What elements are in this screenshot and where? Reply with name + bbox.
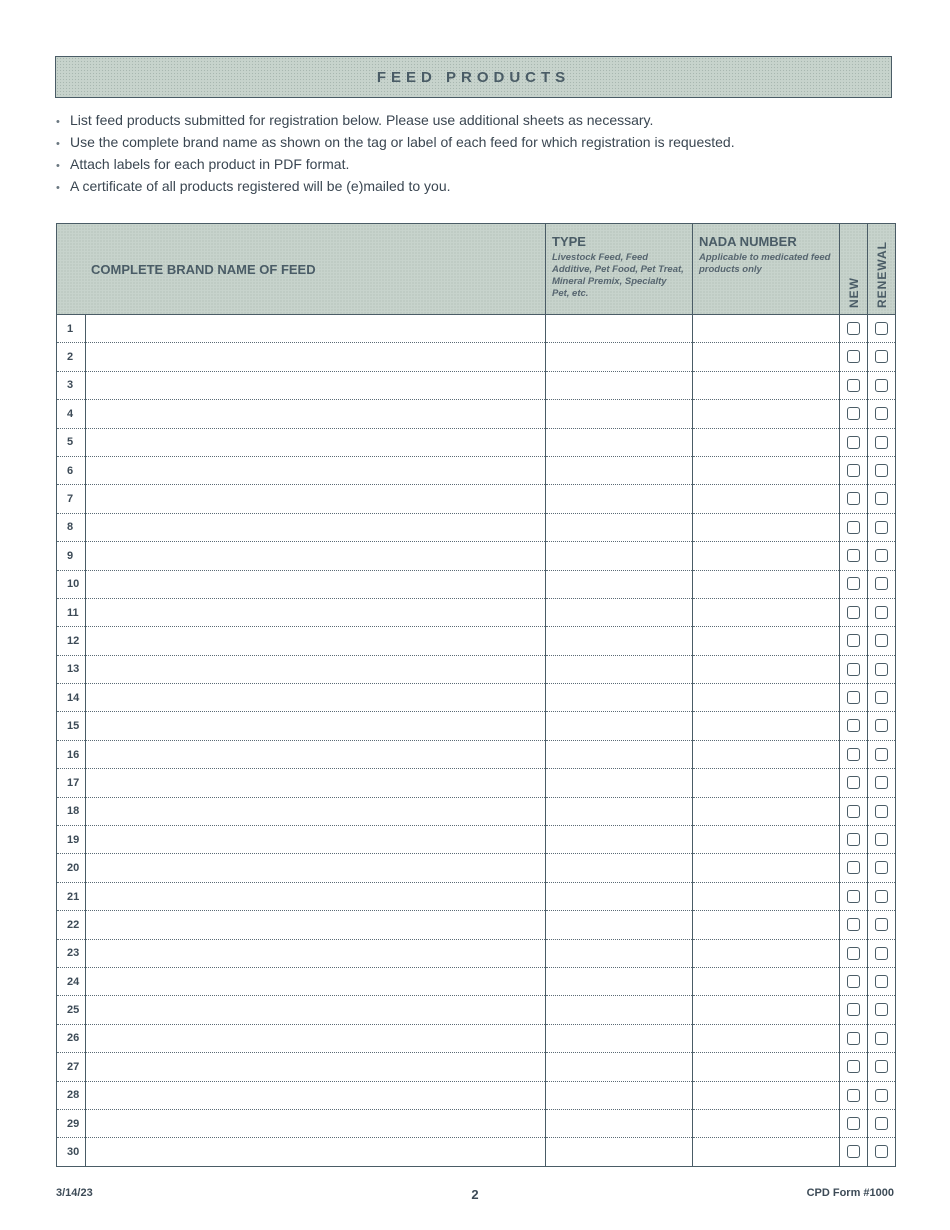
type-field[interactable] xyxy=(546,655,693,683)
renewal-cell xyxy=(868,740,896,768)
column-header-new xyxy=(840,224,868,315)
nada-number-field[interactable] xyxy=(693,315,840,343)
brand-name-field[interactable] xyxy=(86,1081,546,1109)
row-number: 3 xyxy=(57,371,86,399)
brand-name-field[interactable] xyxy=(86,513,546,541)
type-label: TYPE xyxy=(552,234,586,249)
instruction-item: • List feed products submitted for registration below. Please use additional sheets as necessary. xyxy=(56,110,735,132)
row-number: 14 xyxy=(57,684,86,712)
nada-number-field[interactable] xyxy=(693,939,840,967)
row-number: 4 xyxy=(57,400,86,428)
table-row xyxy=(57,712,896,740)
brand-name-field[interactable] xyxy=(86,456,546,484)
new-checkbox[interactable] xyxy=(847,549,860,562)
nada-number-field[interactable] xyxy=(693,428,840,456)
renewal-checkbox[interactable] xyxy=(875,1060,888,1073)
brand-name-field[interactable] xyxy=(86,1109,546,1137)
brand-name-field[interactable] xyxy=(86,826,546,854)
row-number: 12 xyxy=(57,627,86,655)
renewal-cell xyxy=(868,1053,896,1081)
type-field[interactable] xyxy=(546,1024,693,1052)
new-checkbox[interactable] xyxy=(847,350,860,363)
new-cell xyxy=(840,1053,868,1081)
column-header-brand-name: COMPLETE BRAND NAME OF FEED xyxy=(57,224,546,315)
brand-name-field[interactable] xyxy=(86,1138,546,1166)
nada-number-field[interactable] xyxy=(693,1024,840,1052)
nada-label: NADA NUMBER xyxy=(699,234,797,249)
brand-name-field[interactable] xyxy=(86,485,546,513)
type-field[interactable] xyxy=(546,485,693,513)
new-cell xyxy=(840,1109,868,1137)
nada-number-field[interactable] xyxy=(693,854,840,882)
table-row xyxy=(57,400,896,428)
row-number: 9 xyxy=(57,542,86,570)
form-number: CPD Form #1000 xyxy=(806,1187,894,1199)
feed-products-table xyxy=(56,223,896,1167)
row-number: 23 xyxy=(57,939,86,967)
table-row xyxy=(57,740,896,768)
new-checkbox[interactable] xyxy=(847,464,860,477)
new-checkbox[interactable] xyxy=(847,1117,860,1130)
type-field[interactable] xyxy=(546,882,693,910)
brand-name-field[interactable] xyxy=(86,315,546,343)
renewal-checkbox[interactable] xyxy=(875,1089,888,1102)
type-field[interactable] xyxy=(546,1053,693,1081)
new-checkbox[interactable] xyxy=(847,379,860,392)
new-cell xyxy=(840,769,868,797)
renewal-checkbox[interactable] xyxy=(875,833,888,846)
renewal-cell xyxy=(868,967,896,995)
table-row xyxy=(57,456,896,484)
renewal-cell xyxy=(868,627,896,655)
renewal-cell xyxy=(868,400,896,428)
table-row xyxy=(57,854,896,882)
renewal-cell xyxy=(868,797,896,825)
brand-name-field[interactable] xyxy=(86,1053,546,1081)
table-row xyxy=(57,797,896,825)
type-field[interactable] xyxy=(546,684,693,712)
type-field[interactable] xyxy=(546,797,693,825)
column-header-nada-number xyxy=(693,224,840,315)
row-number: 27 xyxy=(57,1053,86,1081)
table-row xyxy=(57,570,896,598)
type-field[interactable] xyxy=(546,1109,693,1137)
row-number: 7 xyxy=(57,485,86,513)
renewal-checkbox[interactable] xyxy=(875,890,888,903)
new-cell xyxy=(840,882,868,910)
renewal-cell xyxy=(868,939,896,967)
renewal-label: RENEWAL xyxy=(874,241,889,308)
nada-number-field[interactable] xyxy=(693,513,840,541)
type-field[interactable] xyxy=(546,939,693,967)
type-field[interactable] xyxy=(546,570,693,598)
table-row xyxy=(57,655,896,683)
row-number: 18 xyxy=(57,797,86,825)
type-field[interactable] xyxy=(546,769,693,797)
type-field[interactable] xyxy=(546,911,693,939)
renewal-cell xyxy=(868,911,896,939)
nada-number-field[interactable] xyxy=(693,1081,840,1109)
table-row xyxy=(57,939,896,967)
table-row xyxy=(57,371,896,399)
renewal-cell xyxy=(868,655,896,683)
renewal-cell xyxy=(868,1081,896,1109)
new-cell xyxy=(840,513,868,541)
renewal-cell xyxy=(868,826,896,854)
table-row xyxy=(57,1053,896,1081)
brand-name-field[interactable] xyxy=(86,343,546,371)
new-checkbox[interactable] xyxy=(847,719,860,732)
row-number: 24 xyxy=(57,967,86,995)
nada-number-field[interactable] xyxy=(693,456,840,484)
table-row xyxy=(57,1024,896,1052)
new-checkbox[interactable] xyxy=(847,748,860,761)
new-checkbox[interactable] xyxy=(847,436,860,449)
new-cell xyxy=(840,598,868,626)
table-row xyxy=(57,485,896,513)
table-row xyxy=(57,598,896,626)
renewal-checkbox[interactable] xyxy=(875,691,888,704)
renewal-cell xyxy=(868,570,896,598)
brand-name-field[interactable] xyxy=(86,542,546,570)
brand-name-field[interactable] xyxy=(86,655,546,683)
renewal-checkbox[interactable] xyxy=(875,521,888,534)
type-note: Livestock Feed, Feed Additive, Pet Food, Pet Treat, Mineral Premix, Specialty Pet, etc. xyxy=(552,252,684,299)
row-number: 22 xyxy=(57,911,86,939)
row-number: 6 xyxy=(57,456,86,484)
renewal-checkbox[interactable] xyxy=(875,918,888,931)
table-row xyxy=(57,542,896,570)
type-field[interactable] xyxy=(546,996,693,1024)
brand-name-field[interactable] xyxy=(86,996,546,1024)
new-checkbox[interactable] xyxy=(847,634,860,647)
new-checkbox[interactable] xyxy=(847,663,860,676)
type-field[interactable] xyxy=(546,712,693,740)
nada-number-field[interactable] xyxy=(693,826,840,854)
new-cell xyxy=(840,1024,868,1052)
new-checkbox[interactable] xyxy=(847,947,860,960)
renewal-checkbox[interactable] xyxy=(875,492,888,505)
renewal-checkbox[interactable] xyxy=(875,947,888,960)
table-row xyxy=(57,513,896,541)
new-cell xyxy=(840,456,868,484)
row-number: 30 xyxy=(57,1138,86,1166)
renewal-checkbox[interactable] xyxy=(875,805,888,818)
type-field[interactable] xyxy=(546,315,693,343)
type-field[interactable] xyxy=(546,826,693,854)
new-cell xyxy=(840,996,868,1024)
brand-name-field[interactable] xyxy=(86,570,546,598)
brand-name-field[interactable] xyxy=(86,684,546,712)
renewal-cell xyxy=(868,769,896,797)
type-field[interactable] xyxy=(546,1138,693,1166)
nada-number-field[interactable] xyxy=(693,996,840,1024)
row-number: 15 xyxy=(57,712,86,740)
new-cell xyxy=(840,740,868,768)
row-number: 25 xyxy=(57,996,86,1024)
new-checkbox[interactable] xyxy=(847,890,860,903)
renewal-cell xyxy=(868,542,896,570)
footer-date: 3/14/23 xyxy=(56,1187,93,1199)
nada-number-field[interactable] xyxy=(693,967,840,995)
new-cell xyxy=(840,712,868,740)
type-field[interactable] xyxy=(546,513,693,541)
new-cell xyxy=(840,315,868,343)
new-checkbox[interactable] xyxy=(847,606,860,619)
brand-name-field[interactable] xyxy=(86,769,546,797)
row-number: 1 xyxy=(57,315,86,343)
instruction-item: • Use the complete brand name as shown on the tag or label of each feed for which registration is requested. xyxy=(56,132,735,154)
type-field[interactable] xyxy=(546,371,693,399)
brand-name-field[interactable] xyxy=(86,797,546,825)
renewal-checkbox[interactable] xyxy=(875,861,888,874)
new-cell xyxy=(840,343,868,371)
type-field[interactable] xyxy=(546,598,693,626)
table-row xyxy=(57,684,896,712)
new-checkbox[interactable] xyxy=(847,577,860,590)
instruction-item: • Attach labels for each product in PDF format. xyxy=(56,154,735,176)
renewal-checkbox[interactable] xyxy=(875,549,888,562)
new-checkbox[interactable] xyxy=(847,1060,860,1073)
nada-number-field[interactable] xyxy=(693,343,840,371)
renewal-cell xyxy=(868,882,896,910)
page-number: 2 xyxy=(471,1187,479,1202)
new-cell xyxy=(840,400,868,428)
row-number: 17 xyxy=(57,769,86,797)
row-number: 19 xyxy=(57,826,86,854)
new-cell xyxy=(840,684,868,712)
brand-name-field[interactable] xyxy=(86,911,546,939)
type-field[interactable] xyxy=(546,428,693,456)
renewal-cell xyxy=(868,598,896,626)
brand-name-field[interactable] xyxy=(86,371,546,399)
type-field[interactable] xyxy=(546,542,693,570)
renewal-cell xyxy=(868,428,896,456)
row-number: 21 xyxy=(57,882,86,910)
renewal-checkbox[interactable] xyxy=(875,1145,888,1158)
table-row xyxy=(57,967,896,995)
renewal-checkbox[interactable] xyxy=(875,975,888,988)
table-row xyxy=(57,882,896,910)
table-row xyxy=(57,769,896,797)
new-checkbox[interactable] xyxy=(847,861,860,874)
new-checkbox[interactable] xyxy=(847,1003,860,1016)
row-number: 16 xyxy=(57,740,86,768)
new-checkbox[interactable] xyxy=(847,805,860,818)
new-checkbox[interactable] xyxy=(847,521,860,534)
new-cell xyxy=(840,854,868,882)
brand-name-field[interactable] xyxy=(86,400,546,428)
nada-number-field[interactable] xyxy=(693,740,840,768)
brand-name-field[interactable] xyxy=(86,598,546,626)
table-row xyxy=(57,1109,896,1137)
brand-name-field[interactable] xyxy=(86,939,546,967)
brand-name-field[interactable] xyxy=(86,854,546,882)
row-number: 2 xyxy=(57,343,86,371)
row-number: 13 xyxy=(57,655,86,683)
new-checkbox[interactable] xyxy=(847,833,860,846)
new-checkbox[interactable] xyxy=(847,1089,860,1102)
renewal-checkbox[interactable] xyxy=(875,464,888,477)
renewal-cell xyxy=(868,1024,896,1052)
new-cell xyxy=(840,911,868,939)
row-number: 28 xyxy=(57,1081,86,1109)
type-field[interactable] xyxy=(546,343,693,371)
nada-number-field[interactable] xyxy=(693,570,840,598)
type-field[interactable] xyxy=(546,967,693,995)
type-field[interactable] xyxy=(546,627,693,655)
renewal-checkbox[interactable] xyxy=(875,322,888,335)
type-field[interactable] xyxy=(546,400,693,428)
new-checkbox[interactable] xyxy=(847,1032,860,1045)
nada-number-field[interactable] xyxy=(693,655,840,683)
table-row xyxy=(57,826,896,854)
nada-number-field[interactable] xyxy=(693,542,840,570)
row-number: 29 xyxy=(57,1109,86,1137)
renewal-checkbox[interactable] xyxy=(875,1003,888,1016)
table-row xyxy=(57,911,896,939)
nada-number-field[interactable] xyxy=(693,1053,840,1081)
nada-number-field[interactable] xyxy=(693,684,840,712)
renewal-cell xyxy=(868,996,896,1024)
new-label: NEW xyxy=(846,277,861,308)
table-row xyxy=(57,315,896,343)
renewal-cell xyxy=(868,315,896,343)
renewal-checkbox[interactable] xyxy=(875,776,888,789)
nada-number-field[interactable] xyxy=(693,1138,840,1166)
new-cell xyxy=(840,655,868,683)
renewal-cell xyxy=(868,1138,896,1166)
new-checkbox[interactable] xyxy=(847,918,860,931)
renewal-cell xyxy=(868,684,896,712)
nada-number-field[interactable] xyxy=(693,627,840,655)
type-field[interactable] xyxy=(546,456,693,484)
new-cell xyxy=(840,826,868,854)
type-field[interactable] xyxy=(546,1081,693,1109)
new-checkbox[interactable] xyxy=(847,322,860,335)
brand-name-field[interactable] xyxy=(86,740,546,768)
brand-name-field[interactable] xyxy=(86,627,546,655)
new-checkbox[interactable] xyxy=(847,776,860,789)
row-number: 26 xyxy=(57,1024,86,1052)
row-number: 8 xyxy=(57,513,86,541)
nada-number-field[interactable] xyxy=(693,911,840,939)
new-cell xyxy=(840,939,868,967)
renewal-checkbox[interactable] xyxy=(875,1117,888,1130)
instructions-list xyxy=(56,110,735,198)
renewal-checkbox[interactable] xyxy=(875,1032,888,1045)
table-row xyxy=(57,1081,896,1109)
renewal-checkbox[interactable] xyxy=(875,350,888,363)
renewal-checkbox[interactable] xyxy=(875,436,888,449)
table-row xyxy=(57,343,896,371)
column-header-renewal xyxy=(868,224,896,315)
type-field[interactable] xyxy=(546,854,693,882)
renewal-checkbox[interactable] xyxy=(875,577,888,590)
renewal-checkbox[interactable] xyxy=(875,748,888,761)
nada-number-field[interactable] xyxy=(693,371,840,399)
new-cell xyxy=(840,1081,868,1109)
nada-number-field[interactable] xyxy=(693,400,840,428)
nada-number-field[interactable] xyxy=(693,598,840,626)
nada-number-field[interactable] xyxy=(693,882,840,910)
renewal-cell xyxy=(868,1109,896,1137)
renewal-checkbox[interactable] xyxy=(875,379,888,392)
new-checkbox[interactable] xyxy=(847,975,860,988)
renewal-checkbox[interactable] xyxy=(875,663,888,676)
nada-note: Applicable to medicated feed products only xyxy=(699,252,831,275)
renewal-cell xyxy=(868,485,896,513)
row-number: 20 xyxy=(57,854,86,882)
column-header-type xyxy=(546,224,693,315)
brand-name-field[interactable] xyxy=(86,882,546,910)
brand-name-field[interactable] xyxy=(86,1024,546,1052)
nada-number-field[interactable] xyxy=(693,769,840,797)
renewal-checkbox[interactable] xyxy=(875,719,888,732)
new-cell xyxy=(840,428,868,456)
nada-number-field[interactable] xyxy=(693,1109,840,1137)
brand-name-field[interactable] xyxy=(86,967,546,995)
new-checkbox[interactable] xyxy=(847,691,860,704)
new-cell xyxy=(840,967,868,995)
nada-number-field[interactable] xyxy=(693,712,840,740)
new-cell xyxy=(840,797,868,825)
new-cell xyxy=(840,485,868,513)
renewal-cell xyxy=(868,456,896,484)
type-field[interactable] xyxy=(546,740,693,768)
renewal-cell xyxy=(868,513,896,541)
row-number: 11 xyxy=(57,598,86,626)
brand-name-field[interactable] xyxy=(86,712,546,740)
table-row xyxy=(57,428,896,456)
brand-name-field[interactable] xyxy=(86,428,546,456)
instruction-item: • A certificate of all products registered will be (e)mailed to you. xyxy=(56,176,735,198)
table-row xyxy=(57,1138,896,1166)
renewal-cell xyxy=(868,712,896,740)
row-number: 10 xyxy=(57,570,86,598)
new-cell xyxy=(840,542,868,570)
new-checkbox[interactable] xyxy=(847,407,860,420)
row-number: 5 xyxy=(57,428,86,456)
new-checkbox[interactable] xyxy=(847,1145,860,1158)
table-row xyxy=(57,627,896,655)
new-cell xyxy=(840,627,868,655)
new-cell xyxy=(840,1138,868,1166)
renewal-checkbox[interactable] xyxy=(875,407,888,420)
nada-number-field[interactable] xyxy=(693,797,840,825)
nada-number-field[interactable] xyxy=(693,485,840,513)
renewal-cell xyxy=(868,371,896,399)
page-title: FEED PRODUCTS xyxy=(55,56,892,98)
new-checkbox[interactable] xyxy=(847,492,860,505)
table-row xyxy=(57,996,896,1024)
new-cell xyxy=(840,570,868,598)
new-cell xyxy=(840,371,868,399)
renewal-cell xyxy=(868,343,896,371)
renewal-checkbox[interactable] xyxy=(875,606,888,619)
renewal-cell xyxy=(868,854,896,882)
renewal-checkbox[interactable] xyxy=(875,634,888,647)
